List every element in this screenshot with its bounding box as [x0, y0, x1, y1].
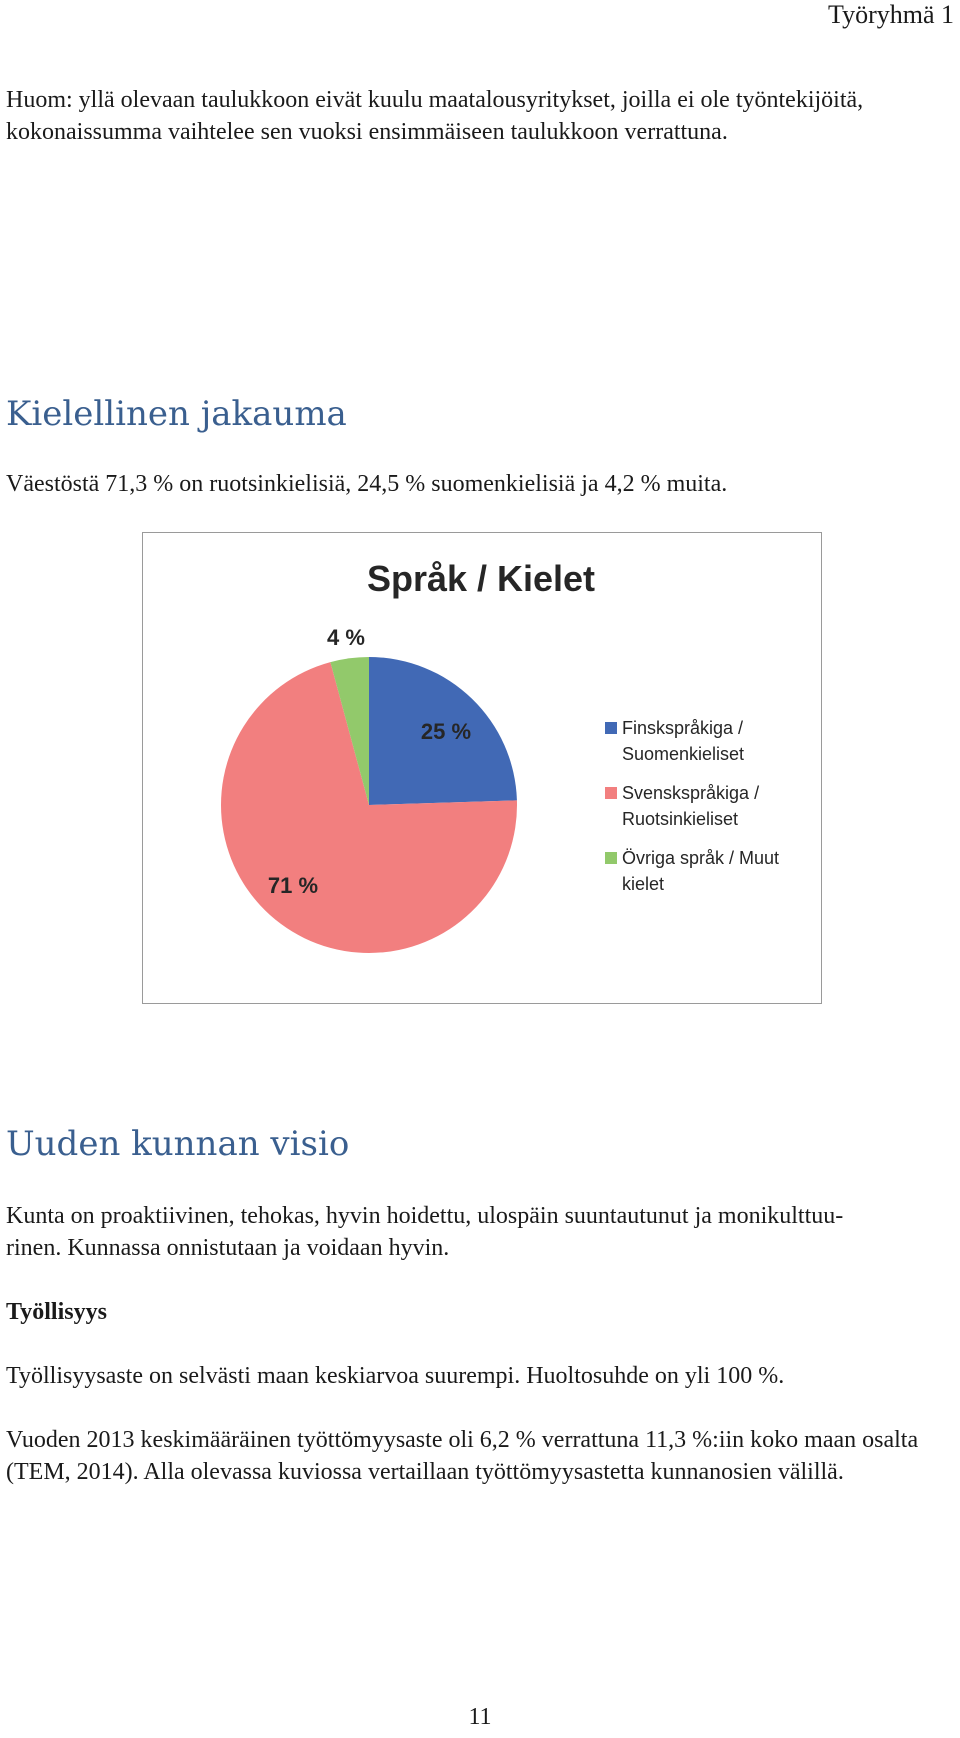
data-label-swedish: 71 % — [267, 873, 319, 898]
page-number: 11 — [468, 1704, 492, 1730]
legend-label-finnish-line1: Finskspråkiga / — [622, 718, 744, 738]
data-label-other: 4 % — [327, 625, 365, 650]
legend-swatch-other — [605, 852, 617, 864]
section-heading-vision: Uuden kunnan visio — [6, 1124, 350, 1164]
legend-label-swedish-line1: Svenskspråkiga / — [622, 783, 760, 803]
legend-swatch-swedish — [605, 787, 617, 799]
legend-swatch-finnish — [605, 722, 617, 734]
legend-label-other-line1: Övriga språk / Muut — [622, 848, 780, 868]
legend-label-finnish-line2: Suomenkieliset — [622, 744, 745, 764]
legend-label-other-line2: kielet — [622, 874, 665, 894]
language-pie-chart — [142, 532, 822, 1004]
section-heading-language: Kielellinen jakauma — [6, 394, 347, 434]
page-header-group: Työryhmä 1 — [828, 0, 954, 29]
pie-chart-svg — [143, 533, 823, 1005]
language-paragraph: Väestöstä 71,3 % on ruotsinkielisiä, 24,5 % suomenkielisiä ja 4,2 % muita. — [6, 471, 728, 497]
employment-paragraph-1: Työllisyysaste on selvästi maan keskiarvoa suurempi. Huoltosuhde on yli 100 %. — [6, 1363, 785, 1389]
note-paragraph: Huom: yllä olevaan taulukkoon eivät kuulu maatalousyritykset, joilla ei ole työntekijöitä, kokonaissumma vaihtelee sen vuoksi ensimmäiseen taulukkoon verrattuna. — [6, 87, 864, 145]
data-label-finnish: 25 % — [420, 719, 472, 744]
chart-title: Språk / Kielet — [366, 558, 596, 599]
vision-line-1: Kunta on proaktiivinen, tehokas, hyvin hoidettu, ulospäin suuntautunut ja monikulttuu- — [6, 1203, 844, 1229]
vision-line-2: rinen. Kunnassa onnistutaan ja voidaan hyvin. — [6, 1235, 450, 1261]
employment-paragraph-2: Vuoden 2013 keskimääräinen työttömyysaste oli 6,2 % verrattuna 11,3 %:iin koko maan osalta (TEM, 2014). Alla olevassa kuviossa vertaillaan työttömyysastetta kunnanosien välillä. — [6, 1427, 919, 1485]
legend-label-swedish-line2: Ruotsinkieliset — [622, 809, 739, 829]
section-heading-employment: Työllisyys — [6, 1299, 107, 1325]
